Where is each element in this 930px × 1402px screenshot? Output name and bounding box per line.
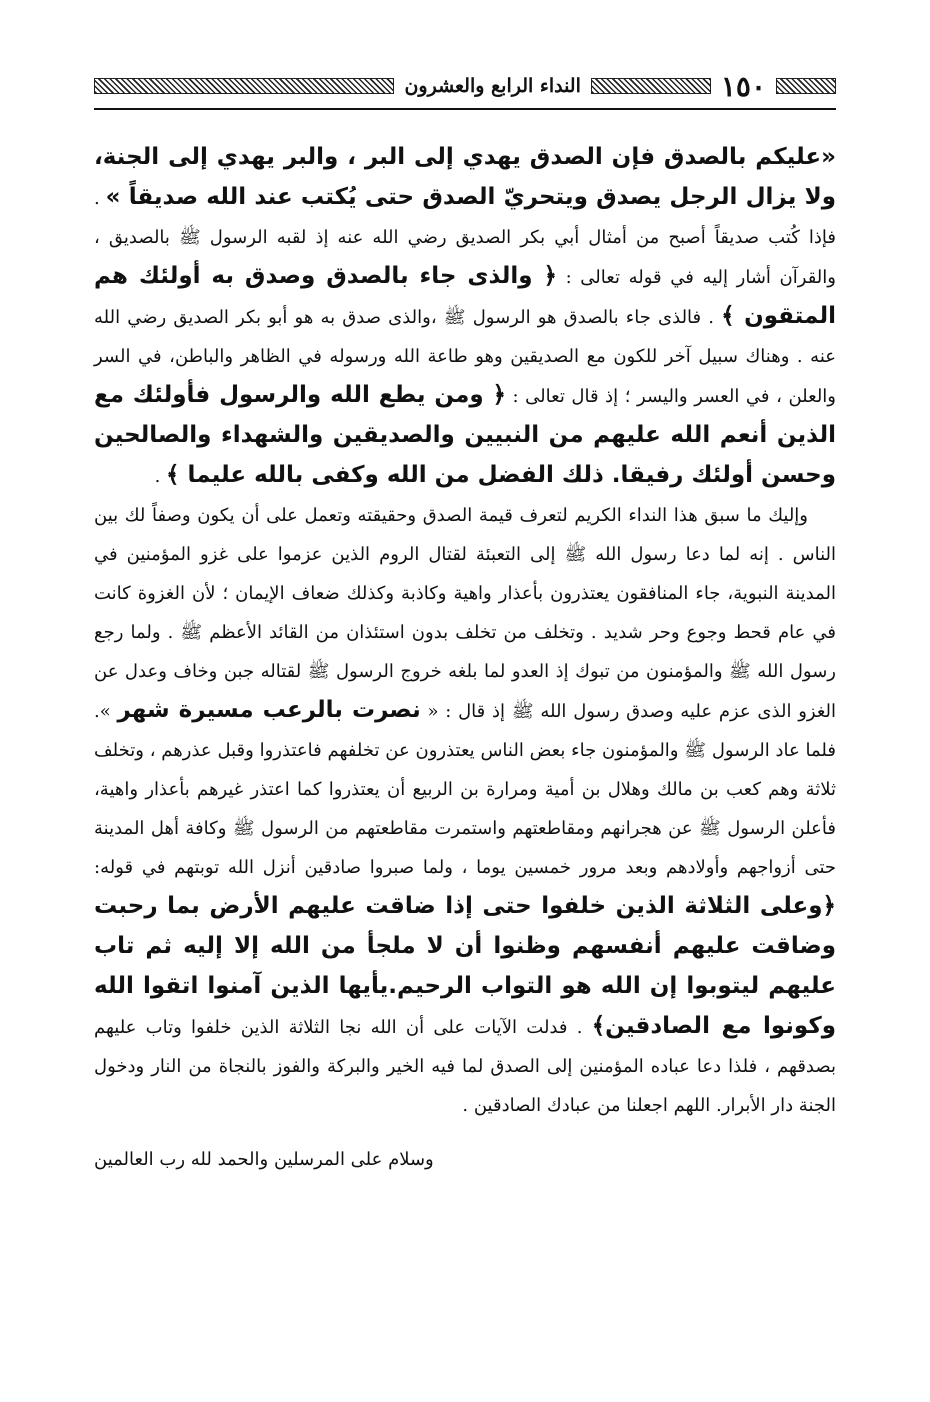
hadith-quote: «عليكم بالصدق فإن الصدق يهدي إلى البر ، والبر يهدي إلى الجنة، ولا يزال الرجل يصدق ويتحريّ الصدق حتى يُكتب عند الله صديقاً » [94,144,836,210]
paragraph-1-text-2: . فالذى جاء بالصدق هو الرسول ﷺ ،والذى صدق به هو أبو بكر الصديق رضي الله عنه . وهناك سبيل آخر للكون مع الصديقين وهو طاعة الله ورسوله في الظاهر والباطن، في السر والعلن ، في العسر واليسر ؛ إذ قال تعالى : [94,307,836,407]
paragraph-2-text-1: وإليك ما سبق هذا النداء الكريم لتعرف قيمة الصدق وحقيقته وتعمل على أن يكون وصفاً لك بين الناس . إنه لما دعا رسول الله ﷺ إلى التعبئة لقتال الروم الذين عزموا على غزو المؤمنين في المدينة النبوية، جاء المنافقون يعتذرون بأعذار واهية وكاذبة وكذلك ضعاف الإيمان ؛ لأن الغزوة كانت في عام قحط وجوع وحر شديد . وتخلف من تخلف بدون استئذان من القائد الأعظم ﷺ . ولما رجع رسول الله ﷺ والمؤمنون من تبوك إذ العدو لما بلغه خروج الرسول ﷺ لقتاله جبن وخاف وعدل عن الغزو الذى عزم عليه وصدق رسول الله ﷺ إذ قال : « [94,505,837,722]
paragraph-2-text-2: ». فلما عاد الرسول ﷺ والمؤمنون جاء بعض الناس يعتذرون عن تخلفهم فاعتذروا وقبل عذرهم ، وتخلف ثلاثة وهم كعب بن مالك وهلال بن أمية ومرارة بن الربيع أن يعتذروا كما اعتذر غيرهم بأعذار واهية، فأعلن الرسول ﷺ عن هجرانهم ومقاطعتهم واستمرت مقاطعتهم من الرسول ﷺ وكافة أهل المدينة حتى أزواجهم وأولادهم وبعد مرور خمسين يوما ، ولما صبروا صادقين أنزل الله توبتهم في قوله: [94,701,836,878]
paragraph-2 [94,496,836,1125]
paragraph-1 [94,138,836,496]
header-ornament-left [94,78,394,94]
hadith-quote-2: نصرت بالرعب مسيرة شهر [117,697,421,723]
book-page [94,60,836,1390]
paragraph-1-text-1: . فإذا كُتب صديقاً أصبح من أمثال أبي بكر الصديق رضي الله عنه إذ لقبه الرسول ﷺ بالصديق ، والقرآن أشار إليه في قوله تعالى : [94,188,836,288]
paragraph-2-text-3: . فدلت الآيات على أن الله نجا الثلاثة الذين خلفوا وتاب عليهم بصدقهم ، فلذا دعا عباده المؤمنين إلى الصدق لما فيه الخير والبركة والفوز بالنجاة من النار ودخول الجنة دار الأبرار. اللهم اجعلنا من عبادك الصادقين . [94,1017,836,1116]
running-header [94,60,836,112]
paragraph-1-text-3: . [154,466,167,487]
closing-line: وسلام على المرسلين والحمد لله رب العالمين [94,1149,434,1170]
header-ornament-right [776,78,836,94]
header-rule [94,108,836,110]
header-ornament-middle [591,78,711,94]
quran-verse-1: ﴿ والذى جاء بالصدق وصدق به أولئك هم المتقون ﴾ [94,263,836,329]
main-text [94,138,836,1125]
quran-verse-2: ﴿ ومن يطع الله والرسول فأولئك مع الذين أنعم الله عليهم من النبيين والصديقين والشهداء والصالحين وحسن أولئك رفيقا. ذلك الفضل من الله وكفى بالله عليما ﴾ [94,382,836,488]
header-title: النداء الرابع والعشرون [404,75,581,97]
page-number: ١٥٠ [720,69,766,103]
quran-verse-3: ﴿وعلى الثلاثة الذين خلفوا حتى إذا ضاقت عليهم الأرض بما رحبت وضاقت عليهم أنفسهم وظنوا أن لا ملجأ من الله إلا إليه ثم تاب عليهم ليتوبوا إن الله هو التواب الرحيم.يأيها الذين آمنوا اتقوا الله وكونوا مع الصادقين﴾ [94,893,836,1039]
